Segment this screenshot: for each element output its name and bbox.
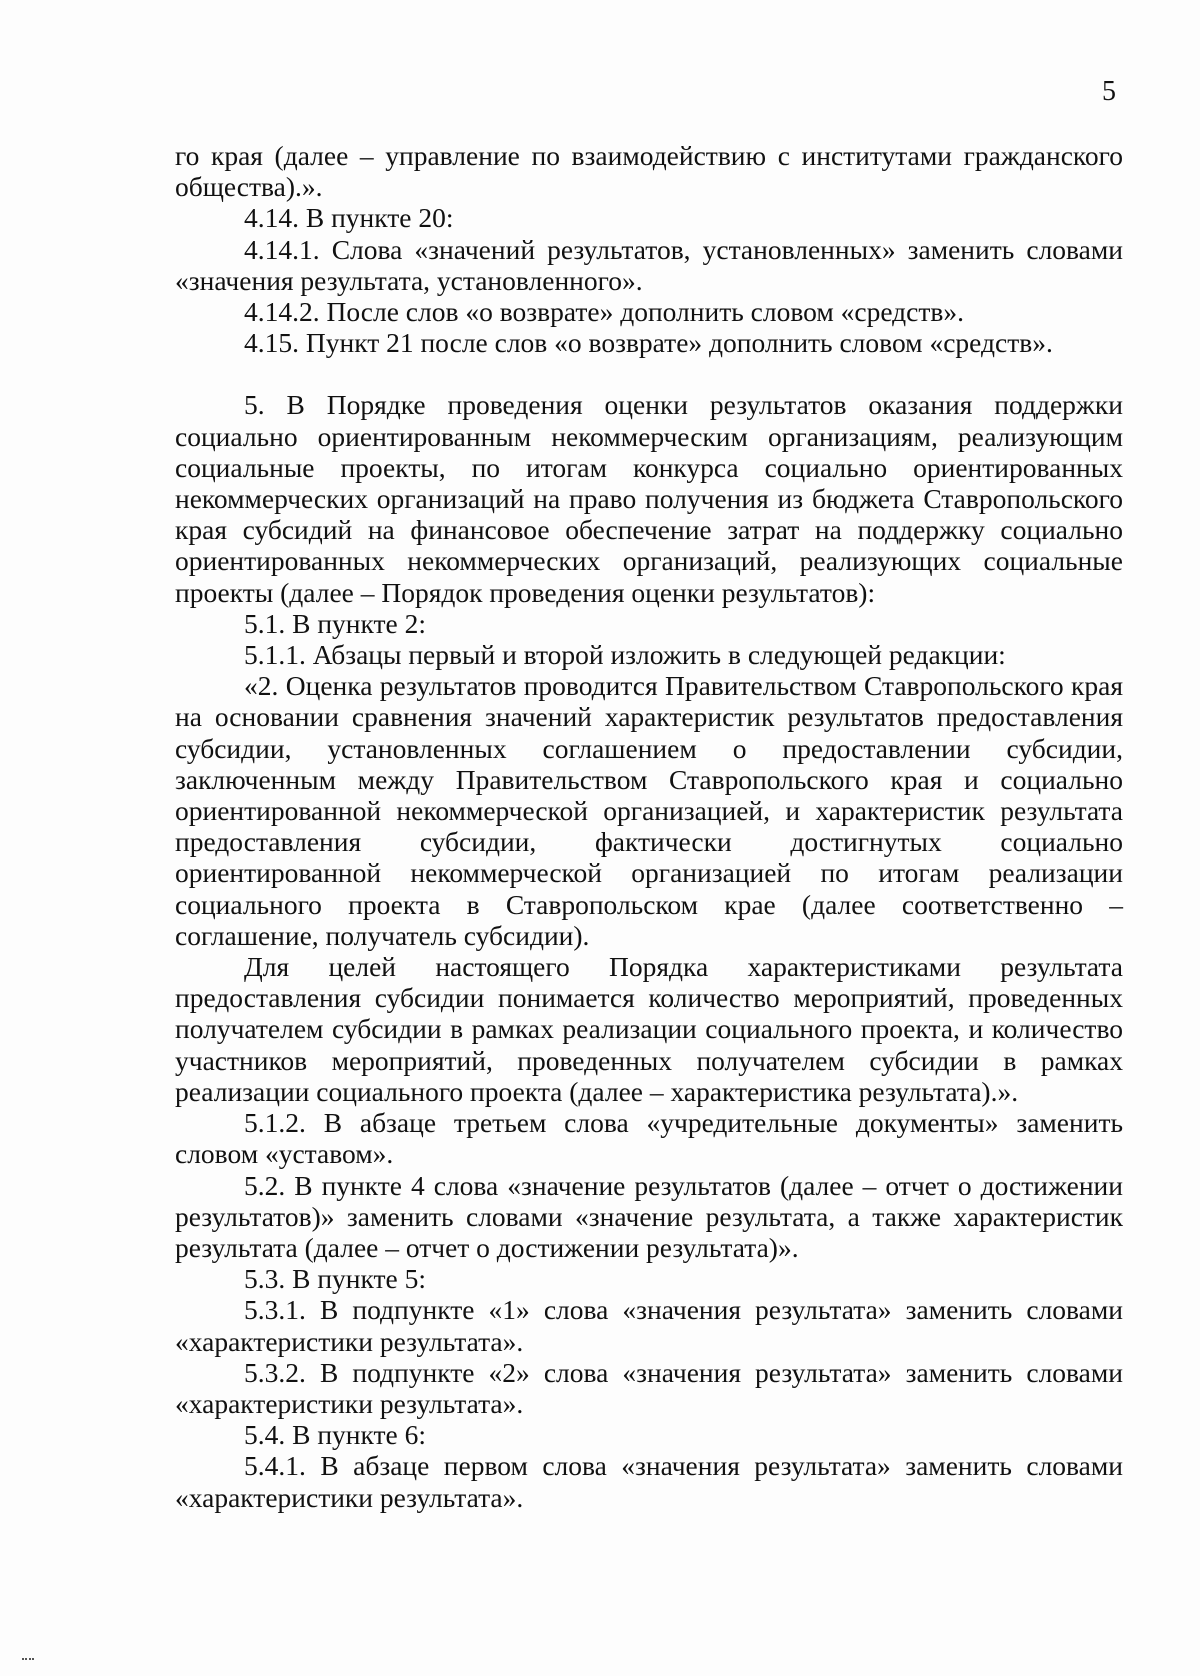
paragraph: 5.1.1. Абзацы первый и второй изложить в следующей редакции: xyxy=(244,639,1006,671)
paragraph: Для целей настоящего Порядка характеристиками результата предоставления субсидии понимается количество мероприятий, проведенных получателем субсидии в рамках реализации социального проекта, и количество участников мероприятий, проведенных получателем субсидии в рамках реализации социального проекта (далее – характеристика результата).». xyxy=(175,951,1123,1107)
paragraph: го края (далее – управление по взаимодействию с институтами гражданского общества).». xyxy=(175,140,1123,203)
paragraph: «2. Оценка результатов проводится Правительством Ставропольского края на основании сравнения значений характеристик результатов предоставления субсидии, установленных соглашением о предоставлении субсидии, заключенным между Правительством Ставропольского края и социально ориентированной некоммерческой организацией, и характеристик результата предоставления субсидии, фактически достигнутых социально ориентированной некоммерческой организацией по итогам реализации социального проекта в Ставропольском крае (далее соответственно – соглашение, получатель субсидии). xyxy=(175,670,1123,951)
section-spacer xyxy=(175,358,1123,389)
paragraph: 4.14.2. После слов «о возврате» дополнить словом «средств». xyxy=(244,296,964,328)
scan-speck xyxy=(22,1658,34,1666)
paragraph: 5.3.1. В подпункте «1» слова «значения результата» заменить словами «характеристики результата». xyxy=(175,1294,1123,1357)
paragraph: 4.14.1. Слова «значений результатов, установленных» заменить словами «значения результата, установленного». xyxy=(175,233,1123,296)
paragraph: 5.4. В пункте 6: xyxy=(244,1419,427,1451)
paragraph: 5.3.2. В подпункте «2» слова «значения результата» заменить словами «характеристики результата». xyxy=(175,1356,1123,1419)
document-body xyxy=(175,140,1123,1513)
paragraph: 5. В Порядке проведения оценки результатов оказания поддержки социально ориентированным некоммерческим организациям, реализующим социальные проекты, по итогам конкурса социально ориентированных некоммерческих организаций на право получения из бюджета Ставропольского края субсидий на финансовое обеспечение затрат на поддержку социально ориентированных некоммерческих организаций, реализующих социальные проекты (далее – Порядок проведения оценки результатов): xyxy=(175,389,1123,608)
paragraph: 4.15. Пункт 21 после слов «о возврате» дополнить словом «средств». xyxy=(244,327,1053,359)
paragraph: 4.14. В пункте 20: xyxy=(244,202,454,234)
paragraph: 5.3. В пункте 5: xyxy=(244,1263,427,1295)
paragraph: 5.1.2. В абзаце третьем слова «учредительные документы» заменить словом «уставом». xyxy=(175,1107,1123,1170)
page-number: 5 xyxy=(1102,76,1116,107)
paragraph: 5.1. В пункте 2: xyxy=(244,607,427,639)
paragraph: 5.2. В пункте 4 слова «значение результатов (далее – отчет о достижении результатов)» заменить словами «значение результата, а также характеристик результата (далее – отчет о достижении результата)». xyxy=(175,1169,1123,1263)
paragraph: 5.4.1. В абзаце первом слова «значения результата» заменить словами «характеристики результата». xyxy=(175,1450,1123,1513)
